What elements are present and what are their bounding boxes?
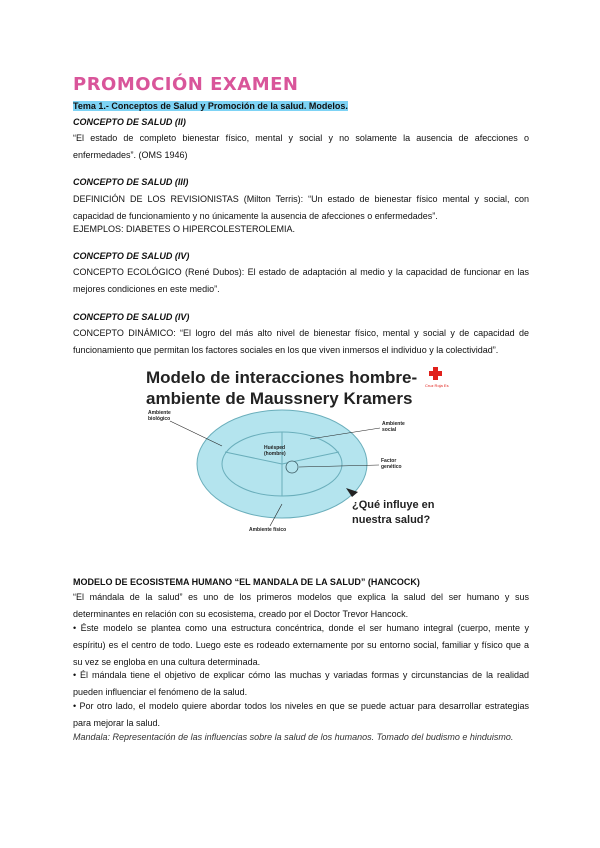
label-biologico-2: biológico (148, 416, 171, 422)
section-extra: EJEMPLOS: DIABETES O HIPERCOLESTEROLEMIA. (73, 224, 296, 234)
label-factor-1: Factor (381, 458, 397, 464)
genetic-factor-circle (286, 461, 298, 473)
label-social-1: Ambiente (382, 421, 405, 427)
topic-heading: Tema 1.- Conceptos de Salud y Promoción de la salud. Modelos. (73, 101, 348, 111)
section-heading: CONCEPTO DE SALUD (IV) (73, 251, 190, 261)
label-huesped-1: Huésped (264, 445, 286, 451)
diagram-title-line-1: Modelo de interacciones hombre- (146, 368, 418, 387)
section-body: CONCEPTO DINÁMICO: “El logro del más alto nivel de bienestar físico, mental y social y de capacidad de funcionamiento que permitan los factores sociales en los que viven inmersos el individuo y la colectividad”. (73, 328, 529, 355)
section-heading: CONCEPTO DE SALUD (II) (73, 117, 186, 127)
mandala-note: Mandala: Representación de las influencias sobre la salud de los humanos. Tomado del budismo e hinduismo. (73, 732, 514, 742)
label-huesped-2: (hombre) (264, 451, 286, 457)
section-body: DEFINICIÓN DE LOS REVISIONISTAS (Milton Terris): “Un estado de bienestar físico mental y social, con capacidad de funcionamiento y no únicamente la ausencia de afecciones o enfermedades”. (73, 194, 529, 221)
section-body: CONCEPTO ECOLÓGICO (René Dubos): El estado de adaptación al medio y la capacidad de funcionar en las mejores condiciones en este medio”. (73, 267, 529, 294)
page-title: PROMOCIÓN EXAMEN (73, 74, 299, 95)
label-fisico: Ambiente físico (249, 527, 287, 533)
mandala-bullet: • Éste modelo se plantea como una estructura concéntrica, donde el ser humano integral (cuerpo, mente y espíritu) es el centro de todo. Luego este es rodeado externamente por su entorno social, familiar y físico que a su vez se engloba en una cultura determinada. (73, 623, 529, 667)
mandala-bullet: • Él mándala tiene el objetivo de explicar cómo las muchas y variadas formas y circunstancias de la realidad pueden influenciar el fenómeno de la salud. (73, 670, 529, 697)
label-biologico-1: Ambiente (148, 410, 171, 416)
interaction-model-diagram (140, 364, 460, 542)
section-heading: CONCEPTO DE SALUD (III) (73, 177, 189, 187)
diagram-title-line-2: ambiente de Maussnery Kramers (146, 389, 413, 408)
red-cross-logo (425, 367, 449, 388)
mandala-heading: MODELO DE ECOSISTEMA HUMANO “EL MANDALA DE LA SALUD” (HANCOCK) (73, 577, 420, 587)
mandala-paragraph: “El mándala de la salud” es uno de los primeros modelos que explica la salud del ser humano y sus determinantes en relación con su ecosistema, creado por el Doctor Trevor Hancock. (73, 592, 529, 619)
section-heading: CONCEPTO DE SALUD (IV) (73, 312, 190, 322)
label-social-2: social (382, 427, 397, 433)
section-body: “El estado de completo bienestar físico, mental y social y no solamente la ausencia de afecciones o enfermedades”. (OMS 1946) (73, 133, 529, 160)
mandala-bullet: • Por otro lado, el modelo quiere abordar todos los niveles en que se puede actuar para desarrollar estrategias para mejorar la salud. (73, 701, 529, 728)
topic-line (73, 98, 529, 115)
question-line-1: ¿Qué influye en (352, 499, 435, 511)
question-line-2: nuestra salud? (352, 514, 431, 526)
label-factor-2: genético (381, 464, 402, 470)
logo-text: Cruz Roja Es (425, 383, 449, 388)
